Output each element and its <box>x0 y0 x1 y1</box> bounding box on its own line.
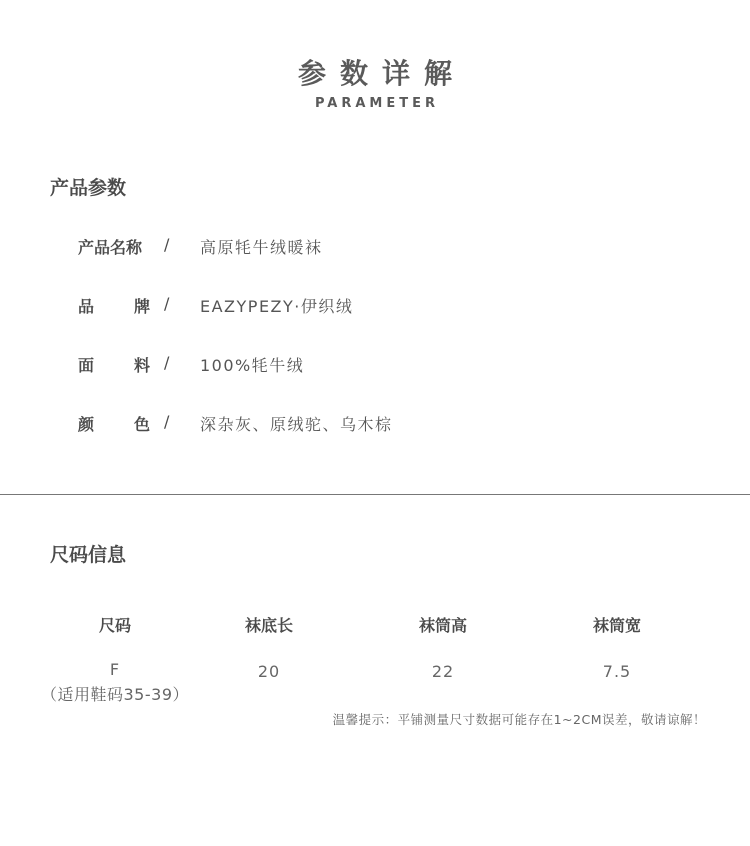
section-divider <box>0 494 750 495</box>
column-header-size: 尺码 <box>98 616 131 635</box>
param-label-char: 色 <box>133 415 150 434</box>
param-value: 深杂灰、原绒驼、乌木棕 <box>200 415 393 434</box>
page-title: 参数详解 <box>297 57 466 90</box>
cell-size-note: （适用鞋码35-39） <box>41 685 189 704</box>
param-value: 100%牦牛绒 <box>200 356 305 375</box>
measurement-note: 温馨提示：平铺测量尺寸数据可能存在1~2CM误差，敬请谅解！ <box>332 712 706 727</box>
param-label-char: 品 <box>78 297 95 316</box>
size-info-heading: 尺码信息 <box>50 544 127 566</box>
column-header-sole-length: 袜底长 <box>244 616 293 635</box>
cell-tube-height: 22 <box>431 662 455 681</box>
param-separator: / <box>164 294 170 313</box>
param-label-text: 产品名称 <box>78 238 143 257</box>
param-label-char: 料 <box>133 356 150 375</box>
cell-tube-width: 7.5 <box>602 662 632 681</box>
param-label <box>78 235 150 258</box>
param-label <box>78 353 150 376</box>
param-separator: / <box>164 353 170 372</box>
column-header-tube-height: 袜筒高 <box>418 616 467 635</box>
param-value: 高原牦牛绒暖袜 <box>200 238 323 257</box>
page-subtitle: PARAMETER <box>314 96 440 111</box>
param-label-char: 面 <box>78 356 95 375</box>
column-header-tube-width: 袜筒宽 <box>592 616 641 635</box>
param-separator: / <box>164 412 170 431</box>
param-label-char: 颜 <box>78 415 95 434</box>
param-label-char: 牌 <box>133 297 150 316</box>
product-params-heading: 产品参数 <box>50 177 127 199</box>
cell-size: F <box>109 660 121 679</box>
cell-sole-length: 20 <box>257 662 281 681</box>
param-label <box>78 412 150 435</box>
param-separator: / <box>164 235 170 254</box>
param-value: EAZYPEZY·伊织绒 <box>200 297 354 316</box>
param-label <box>78 294 150 317</box>
